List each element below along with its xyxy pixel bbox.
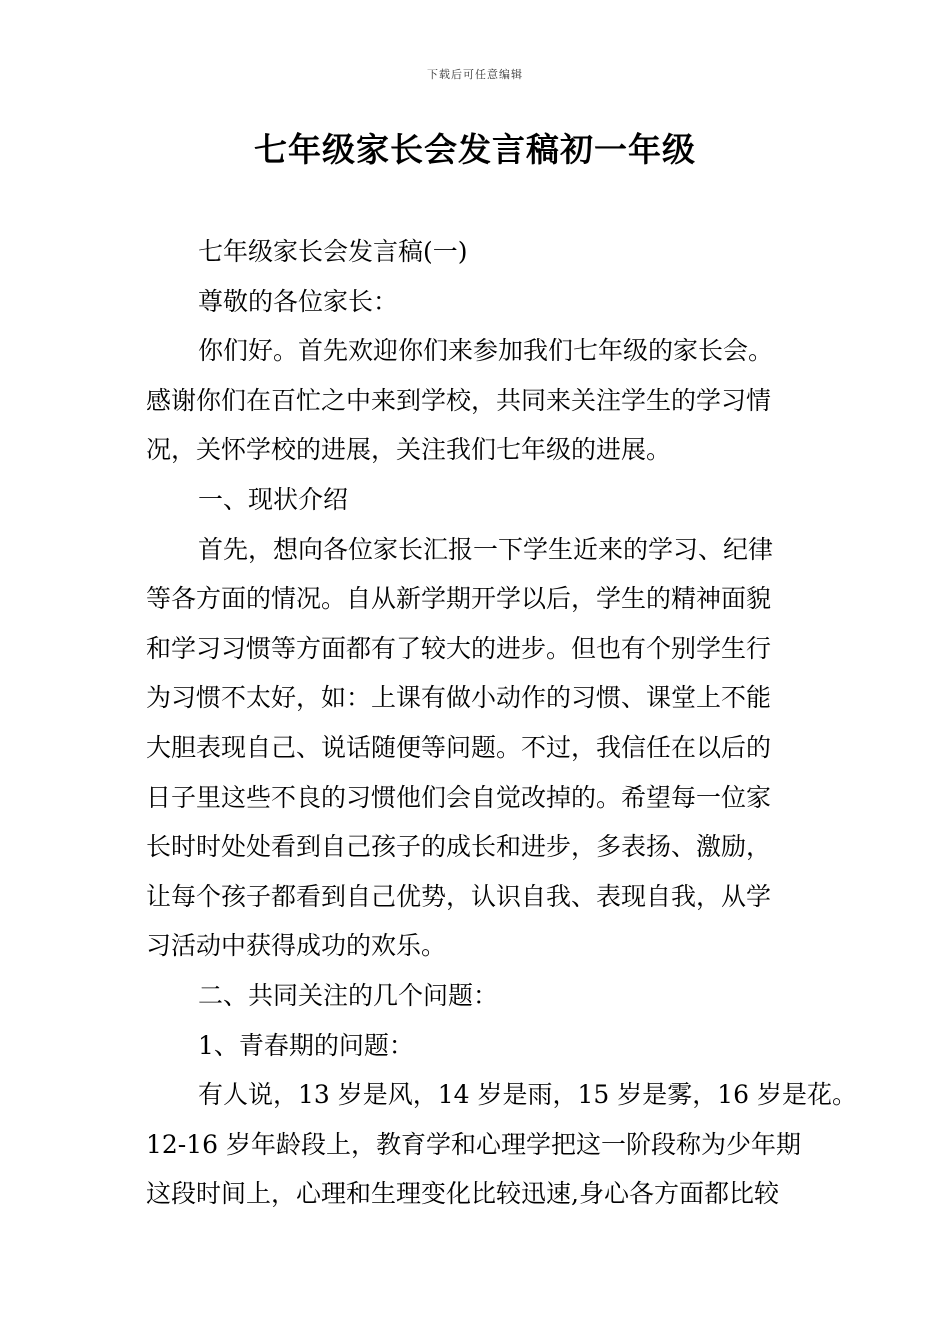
text-line: 你们好。首先欢迎你们来参加我们七年级的家长会。 — [198, 336, 774, 366]
text-line: 一、现状介绍 — [198, 484, 349, 514]
text-line: 首先，想向各位家长汇报一下学生近来的学习、纪律 — [198, 534, 774, 564]
text-line: 1、青春期的问题： — [198, 1030, 414, 1060]
text-line: 七年级家长会发言稿(一) — [198, 237, 468, 266]
text-line: 尊敬的各位家长： — [198, 286, 399, 316]
text-line: 况，关怀学校的进展，关注我们七年级的进展。 — [146, 435, 672, 465]
document-title: 七年级家长会发言稿初一年级 — [254, 130, 696, 169]
text-line: 为习惯不太好，如：上课有做小动作的习惯、课堂上不能 — [146, 683, 772, 713]
text-line: 和学习习惯等方面都有了较大的进步。但也有个别学生行 — [146, 633, 772, 663]
text-line: 有人说，13 岁是风，14 岁是雨，15 岁是雾，16 岁是花。 — [198, 1080, 858, 1110]
text-line: 大胆表现自己、说话随便等问题。不过，我信任在以后的 — [146, 732, 772, 762]
text-line: 习活动中获得成功的欢乐。 — [146, 931, 447, 961]
text-line: 二、共同关注的几个问题： — [198, 980, 499, 1010]
text-line: 日子里这些不良的习惯他们会自觉改掉的。希望每一位家 — [146, 782, 772, 812]
text-line: 让每个孩子都看到自己优势，认识自我、表现自我，从学 — [146, 881, 772, 911]
text-line: 12-16 岁年龄段上，教育学和心理学把这一阶段称为少年期 — [146, 1129, 802, 1159]
text-line: 这段时间上，心理和生理变化比较迅速,身心各方面都比较 — [146, 1179, 779, 1209]
text-line: 长时时处处看到自己孩子的成长和进步，多表扬、激励， — [146, 832, 772, 862]
text-line: 等各方面的情况。自从新学期开学以后，学生的精神面貌 — [146, 584, 772, 614]
header-note: 下载后可任意编辑 — [427, 68, 523, 81]
document-body — [146, 227, 858, 1219]
text-line: 感谢你们在百忙之中来到学校，共同来关注学生的学习情 — [146, 385, 772, 415]
